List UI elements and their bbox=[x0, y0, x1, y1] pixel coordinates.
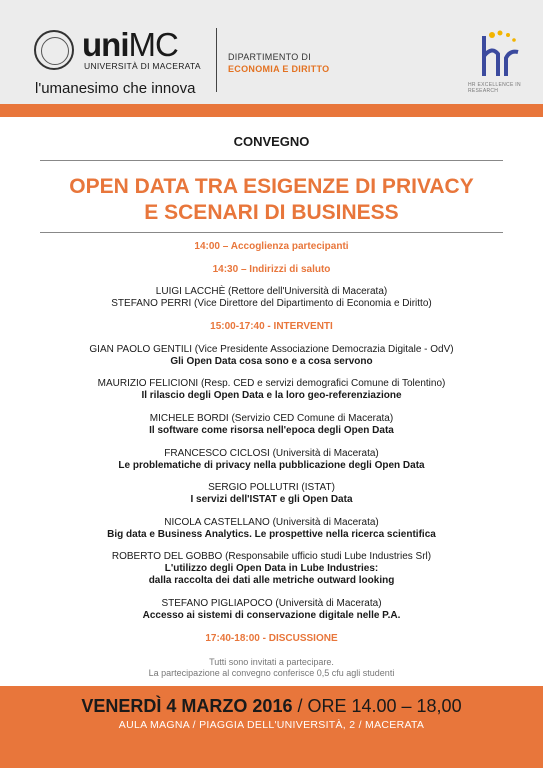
unimc-logo: uniMC bbox=[82, 26, 178, 63]
talk-title: L'utilizzo degli Open Data in Lube Industries: bbox=[164, 563, 379, 574]
hr-excellence-logo-icon bbox=[478, 30, 524, 82]
orange-band bbox=[0, 104, 543, 117]
top-rule bbox=[40, 160, 503, 161]
greeting-speaker: LUIGI LACCHÈ (Rettore dell'Università di Macerata) bbox=[155, 286, 388, 297]
discussion-time: 17:40-18:00 - DISCUSSIONE bbox=[205, 633, 338, 644]
talk-title: Gli Open Data cosa sono e a cosa servono bbox=[170, 356, 373, 367]
talk-title: Le problematiche di privacy nella pubblicazione degli Open Data bbox=[118, 460, 425, 471]
motto: l'umanesimo che innova bbox=[35, 80, 196, 97]
title-line-2: E SCENARI DI BUSINESS bbox=[144, 201, 399, 224]
talk-title: Il rilascio degli Open Data e la loro geo-referenziazione bbox=[141, 390, 402, 401]
talk-speaker: MICHELE BORDI (Servizio CED Comune di Macerata) bbox=[149, 413, 394, 424]
divider bbox=[216, 28, 217, 92]
bottom-rule bbox=[40, 232, 503, 233]
talk-speaker: STEFANO PIGLIAPOCO (Università di Macerata) bbox=[161, 598, 382, 609]
talk-speaker: GIAN PAOLO GENTILI (Vice Presidente Associazione Democrazia Digitale - OdV) bbox=[89, 344, 454, 355]
department-name: ECONOMIA E DIRITTO bbox=[228, 64, 330, 74]
welcome-time: 14:00 – Accoglienza partecipanti bbox=[194, 241, 349, 252]
talk-speaker: ROBERTO DEL GOBBO (Responsabile ufficio studi Lube Industries Srl) bbox=[111, 551, 432, 562]
event-type: CONVEGNO bbox=[233, 134, 310, 149]
talk-title-cont: dalla raccolta dei dati alle metriche outward looking bbox=[148, 575, 395, 586]
greeting-speaker: STEFANO PERRI (Vice Direttore del Dipartimento di Economia e Diritto) bbox=[111, 298, 432, 309]
university-name: UNIVERSITÀ DI MACERATA bbox=[84, 61, 201, 71]
talk-speaker: SERGIO POLLUTRI (ISTAT) bbox=[208, 482, 335, 493]
talk-title: Big data e Business Analytics. Le prospettive nella ricerca scientifica bbox=[107, 529, 436, 540]
talk-title: Accesso ai sistemi di conservazione digitale nelle P.A. bbox=[142, 610, 401, 621]
event-date: VENERDÌ 4 MARZO 2016 / ORE 14.00 – 18,00 bbox=[81, 696, 462, 716]
department-label: DIPARTIMENTO DI bbox=[228, 52, 312, 62]
talks-time: 15:00-17:40 - INTERVENTI bbox=[210, 321, 333, 332]
header-band bbox=[0, 0, 543, 104]
title-line-1: OPEN DATA TRA ESIGENZE DI PRIVACY bbox=[69, 175, 474, 198]
talk-speaker: NICOLA CASTELLANO (Università di Macerata) bbox=[164, 517, 379, 528]
talk-title: Il software come risorsa nell'epoca degli Open Data bbox=[149, 425, 394, 436]
hr-caption: HR EXCELLENCE IN RESEARCH bbox=[468, 82, 521, 94]
event-venue: AULA MAGNA / PIAGGIA DELL'UNIVERSITÀ, 2 / MACERATA bbox=[118, 719, 425, 731]
university-seal-icon bbox=[34, 30, 74, 70]
talk-speaker: MAURIZIO FELICIONI (Resp. CED e servizi demografici Comune di Tolentino) bbox=[97, 378, 446, 389]
talk-speaker: FRANCESCO CICLOSI (Università di Macerata) bbox=[164, 448, 379, 459]
credits-note: La partecipazione al convegno conferisce 0,5 cfu agli studenti bbox=[148, 668, 395, 678]
invite-note: Tutti sono invitati a partecipare. bbox=[209, 657, 334, 667]
greetings-time: 14:30 – Indirizzi di saluto bbox=[212, 264, 331, 275]
talk-title: I servizi dell'ISTAT e gli Open Data bbox=[190, 494, 353, 505]
